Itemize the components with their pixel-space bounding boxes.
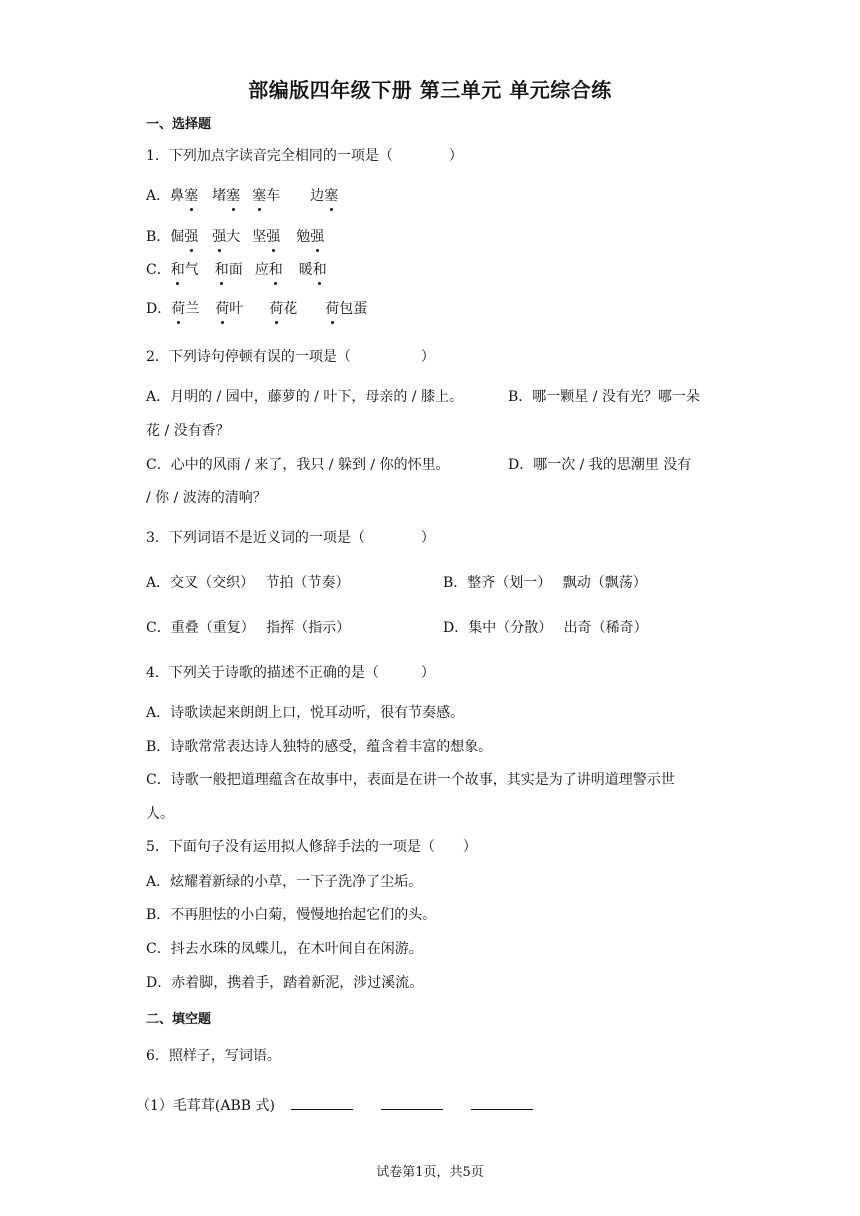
- question-1-stem: 1．下列加点字读音完全相同的一项是（ ）: [146, 148, 463, 164]
- question-1-option-c: C．和气 和面 应和 暖和: [146, 262, 327, 278]
- question-6-item-1-label: （1）毛茸茸(ABB 式): [136, 1098, 275, 1114]
- question-5-stem: 5．下面句子没有运用拟人修辞手法的一项是（ ）: [146, 839, 477, 855]
- question-6-item-1: [136, 1095, 533, 1116]
- question-3-stem: 3．下列词语不是近义词的一项是（ ）: [146, 530, 435, 546]
- question-5-option-c: C．抖去水珠的凤蝶儿，在木叶间自在闲游。: [146, 941, 423, 957]
- question-4-option-c-cont: 人。: [146, 806, 174, 822]
- page-title: 部编版四年级下册 第三单元 单元综合练: [248, 78, 612, 102]
- section-heading-fill: 二、填空题: [146, 1012, 212, 1027]
- answer-blank-2[interactable]: [381, 1095, 443, 1110]
- question-2-option-b-cont: 花 / 没有香？: [146, 423, 230, 439]
- question-6-stem: 6．照样子，写词语。: [146, 1048, 281, 1064]
- question-2-option-b: B．哪一颗星 / 没有光？哪一朵: [508, 389, 700, 405]
- page-footer: 试卷第1页，共5页: [376, 1165, 484, 1180]
- question-2-option-d-cont: / 你 / 波涛的清响？: [146, 490, 267, 506]
- section-heading-choice: 一、选择题: [146, 117, 212, 132]
- question-5-option-a: A．炫耀着新绿的小草，一下子洗净了尘垢。: [146, 874, 423, 890]
- question-2-option-a: A．月明的 / 园中，藤萝的 / 叶下，母亲的 / 膝上。: [146, 389, 463, 405]
- question-1-option-d: D．荷兰 荷叶 荷花 荷包蛋: [146, 301, 368, 317]
- question-2-option-c: C．心中的风雨 / 来了，我只 / 躲到 / 你的怀里。: [146, 457, 450, 473]
- question-3-option-a: A．交叉（交织） 节拍（节奏）: [146, 575, 350, 591]
- question-1-option-b: B．倔强 强大 坚强 勉强: [146, 229, 325, 245]
- question-4-stem: 4．下列关于诗歌的描述不正确的是（ ）: [146, 665, 435, 681]
- question-3-option-b: B．整齐（划一） 飘动（飘荡）: [443, 575, 647, 591]
- answer-blank-3[interactable]: [471, 1095, 533, 1110]
- question-4-option-c: C．诗歌一般把道理蕴含在故事中，表面是在讲一个故事，其实是为了讲明道理警示世: [146, 772, 675, 788]
- question-1-option-a: A．鼻塞 堵塞 塞车 边塞: [146, 188, 339, 204]
- question-4-option-b: B．诗歌常常表达诗人独特的感受，蕴含着丰富的想象。: [146, 739, 493, 755]
- question-4-option-a: A．诗歌读起来朗朗上口，悦耳动听，很有节奏感。: [146, 705, 465, 721]
- question-2-option-d: D．哪一次 / 我的思潮里 没有: [508, 457, 692, 473]
- question-5-option-b: B．不再胆怯的小白菊，慢慢地抬起它们的头。: [146, 907, 437, 923]
- question-3-option-c: C．重叠（重复） 指挥（指示）: [146, 620, 351, 636]
- answer-blank-1[interactable]: [291, 1095, 353, 1110]
- question-2-stem: 2．下列诗句停顿有误的一项是（ ）: [146, 349, 435, 365]
- question-5-option-d: D．赤着脚，携着手，踏着新泥，涉过溪流。: [146, 975, 424, 991]
- question-3-option-d: D．集中（分散） 出奇（稀奇）: [443, 620, 648, 636]
